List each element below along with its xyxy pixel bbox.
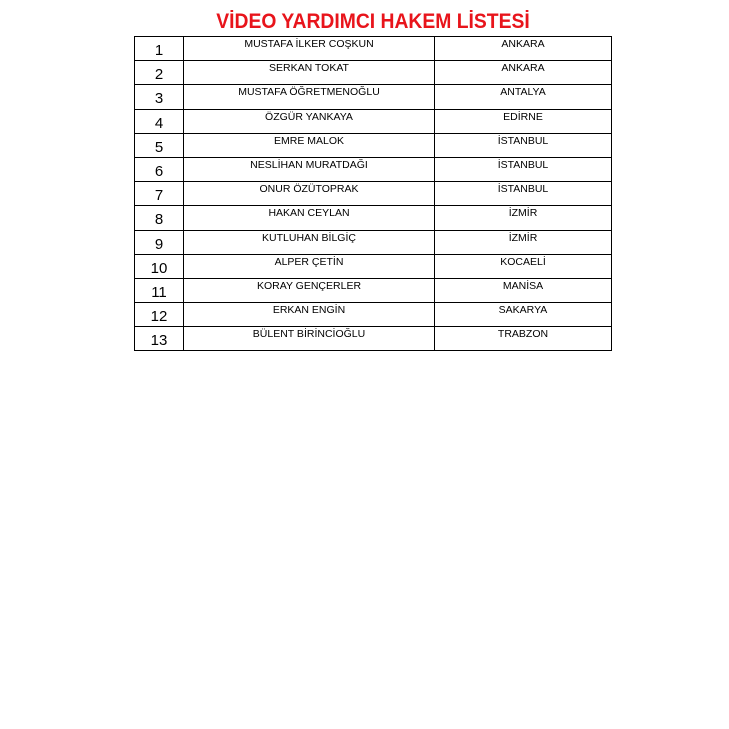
referee-name: BÜLENT BİRİNCİOĞLU bbox=[184, 327, 435, 351]
table-row bbox=[135, 109, 612, 133]
referee-city: ANKARA bbox=[435, 61, 612, 85]
referee-name: KORAY GENÇERLER bbox=[184, 278, 435, 302]
referee-city: İSTANBUL bbox=[435, 157, 612, 181]
referee-name: HAKAN CEYLAN bbox=[184, 206, 435, 230]
referee-table bbox=[134, 36, 612, 351]
referee-name: NESLİHAN MURATDAĞI bbox=[184, 157, 435, 181]
table-row bbox=[135, 206, 612, 230]
referee-city: SAKARYA bbox=[435, 303, 612, 327]
referee-name: SERKAN TOKAT bbox=[184, 61, 435, 85]
row-number: 2 bbox=[135, 61, 184, 85]
row-number: 7 bbox=[135, 182, 184, 206]
referee-city: İZMİR bbox=[435, 230, 612, 254]
table-row bbox=[135, 157, 612, 181]
table-row bbox=[135, 254, 612, 278]
referee-name: MUSTAFA ÖĞRETMENOĞLU bbox=[184, 85, 435, 109]
row-number: 6 bbox=[135, 157, 184, 181]
referee-name: ERKAN ENGİN bbox=[184, 303, 435, 327]
referee-city: TRABZON bbox=[435, 327, 612, 351]
referee-name: MUSTAFA İLKER COŞKUN bbox=[184, 37, 435, 61]
table-row bbox=[135, 37, 612, 61]
table-row bbox=[135, 230, 612, 254]
referee-name: EMRE MALOK bbox=[184, 133, 435, 157]
table-row bbox=[135, 61, 612, 85]
row-number: 9 bbox=[135, 230, 184, 254]
referee-name: KUTLUHAN BİLGİÇ bbox=[184, 230, 435, 254]
row-number: 11 bbox=[135, 278, 184, 302]
table-row bbox=[135, 182, 612, 206]
referee-city: ANKARA bbox=[435, 37, 612, 61]
referee-table-body bbox=[135, 37, 612, 351]
row-number: 13 bbox=[135, 327, 184, 351]
referee-name: ONUR ÖZÜTOPRAK bbox=[184, 182, 435, 206]
row-number: 4 bbox=[135, 109, 184, 133]
page-title: VİDEO YARDIMCI HAKEM LİSTESİ bbox=[216, 10, 530, 33]
table-row bbox=[135, 85, 612, 109]
table-row bbox=[135, 278, 612, 302]
referee-city: ANTALYA bbox=[435, 85, 612, 109]
row-number: 12 bbox=[135, 303, 184, 327]
table-row bbox=[135, 303, 612, 327]
row-number: 1 bbox=[135, 37, 184, 61]
table-row bbox=[135, 133, 612, 157]
referee-city: İSTANBUL bbox=[435, 133, 612, 157]
referee-name: ALPER ÇETİN bbox=[184, 254, 435, 278]
referee-city: KOCAELİ bbox=[435, 254, 612, 278]
referee-city: İSTANBUL bbox=[435, 182, 612, 206]
referee-name: ÖZGÜR YANKAYA bbox=[184, 109, 435, 133]
referee-city: EDİRNE bbox=[435, 109, 612, 133]
row-number: 3 bbox=[135, 85, 184, 109]
row-number: 10 bbox=[135, 254, 184, 278]
referee-city: MANİSA bbox=[435, 278, 612, 302]
table-row bbox=[135, 327, 612, 351]
referee-city: İZMİR bbox=[435, 206, 612, 230]
row-number: 8 bbox=[135, 206, 184, 230]
row-number: 5 bbox=[135, 133, 184, 157]
